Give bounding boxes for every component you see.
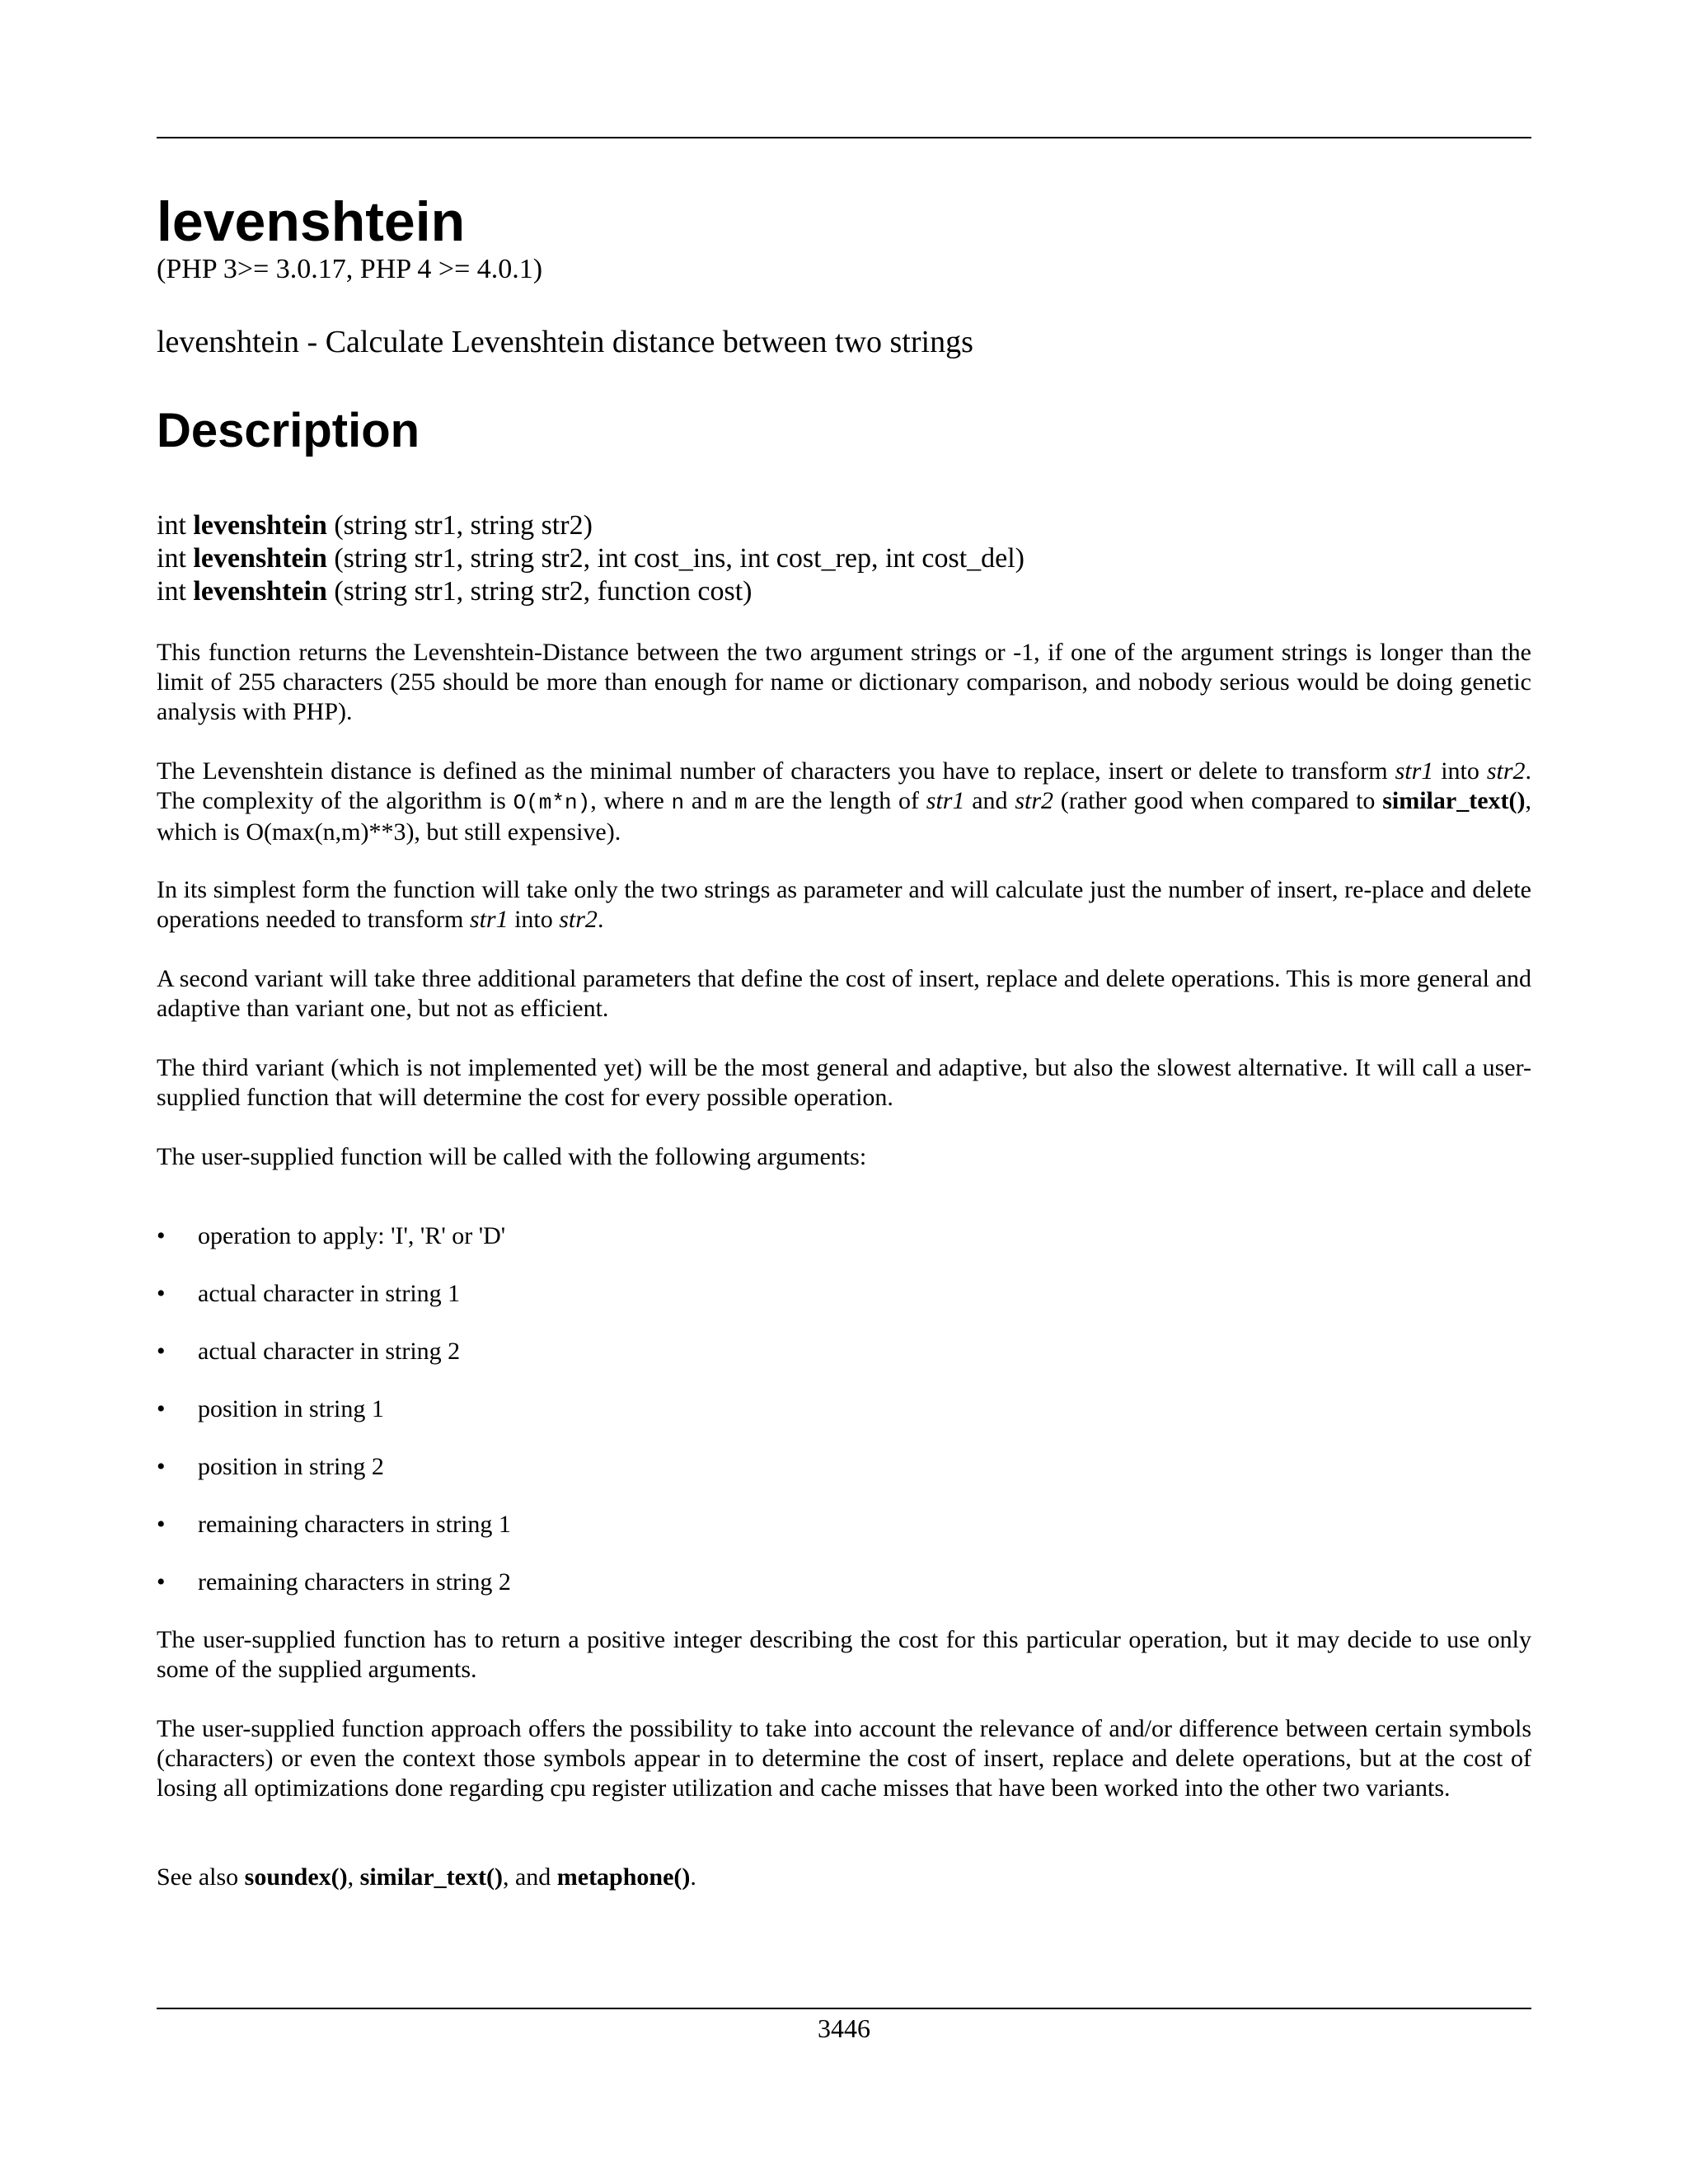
synopsis-line [157,575,1025,608]
argument-list: (string str1, string str2, int cost_ins, int cost_rep, int cost_del) [334,543,1025,574]
bullet-icon: • [157,1511,166,1538]
synopsis-line [157,542,1025,575]
function-synopsis [157,509,1025,608]
footer-rule [157,2008,1531,2009]
similar-text-link[interactable]: similar_text() [359,1863,503,1891]
see-also: See also soundex(), similar_text(), and metaphone(). [157,1863,696,1891]
soundex-link[interactable]: soundex() [244,1863,348,1891]
bullet-icon: • [157,1222,166,1249]
paragraph-return-cost: The user-supplied function has to return a positive integer describing the cost for this particular operation, but it may decide to use only some of the supplied arguments. [157,1626,1531,1683]
synopsis-line [157,509,1025,542]
paragraph-simple-form: In its simplest form the function will take only the two strings as parameter and will calculate just the number of insert, re-place and delete operations needed to transform str1 into str2. [157,876,1531,933]
paragraph-approach: The user-supplied function approach offers the possibility to take into account the relevance of and/or difference between certain symbols (characters) or even the context those symbols appear in to determine the cost of insert, replace and delete operations, but at the cost of losing all optimizations done regarding cpu register utilization and cache misses that have been worked into the other two variants. [157,1715,1531,1802]
paragraph-definition: The Levenshtein distance is defined as the minimal number of characters you have to replace, insert or delete to transform str1 into str2. The complexity of the algorithm is O(m*n), where n and m are the length of str1 and str2 (rather good when compared to similar_text(), which is O(max(n,m)**3), but still expensive). [157,757,1532,846]
description-heading: Description [157,404,420,457]
paragraph-arguments-intro: The user-supplied function will be called with the following arguments: [157,1143,867,1170]
version-info: (PHP 3>= 3.0.17, PHP 4 >= 4.0.1) [157,254,543,284]
list-item: • position in string 2 [157,1453,384,1480]
bullet-icon: • [157,1568,166,1596]
document-page [157,0,1531,2184]
complexity-code: O(m*n) [513,790,591,815]
metaphone-link[interactable]: metaphone() [556,1863,691,1891]
list-item: • remaining characters in string 2 [157,1568,511,1596]
return-type: int [157,510,186,541]
bullet-icon: • [157,1338,166,1365]
list-item: • actual character in string 1 [157,1280,461,1307]
return-type: int [157,543,186,574]
return-type: int [157,576,186,607]
argument-list: (string str1, string str2) [334,510,593,541]
list-item: • operation to apply: 'I', 'R' or 'D' [157,1222,506,1249]
function-purpose: levenshtein - Calculate Levenshtein distance between two strings [157,325,973,359]
list-item: • remaining characters in string 1 [157,1511,511,1538]
list-item: • position in string 1 [157,1395,384,1422]
function-name: levenshtein [193,543,327,574]
paragraph-return-value: This function returns the Levenshtein-Distance between the two argument strings or -1, if one of the argument strings is longer than the limit of 255 characters (255 should be more than enough for name or dictionary comparison, and nobody serious would be doing genetic analysis with PHP). [157,639,1531,725]
paragraph-second-variant: A second variant will take three additional parameters that define the cost of insert, replace and delete operations. This is more general and adaptive than variant one, but not as efficient. [157,965,1531,1022]
bullet-icon: • [157,1453,166,1480]
bullet-icon: • [157,1280,166,1307]
page-number: 3446 [818,2013,870,2043]
function-name: levenshtein [193,510,327,541]
similar-text-link[interactable]: similar_text() [1382,787,1526,814]
argument-list: (string str1, string str2, function cost) [334,576,753,607]
paragraph-third-variant: The third variant (which is not implemented yet) will be the most general and adaptive, but also the slowest alternative. It will call a user-supplied function that will determine the cost for every possible operation. [157,1054,1531,1111]
argument-list-bullets [157,1221,511,1625]
function-name: levenshtein [193,576,327,607]
function-title: levenshtein [157,190,466,253]
list-item: • actual character in string 2 [157,1338,461,1365]
bullet-icon: • [157,1395,166,1422]
header-rule [157,137,1531,138]
